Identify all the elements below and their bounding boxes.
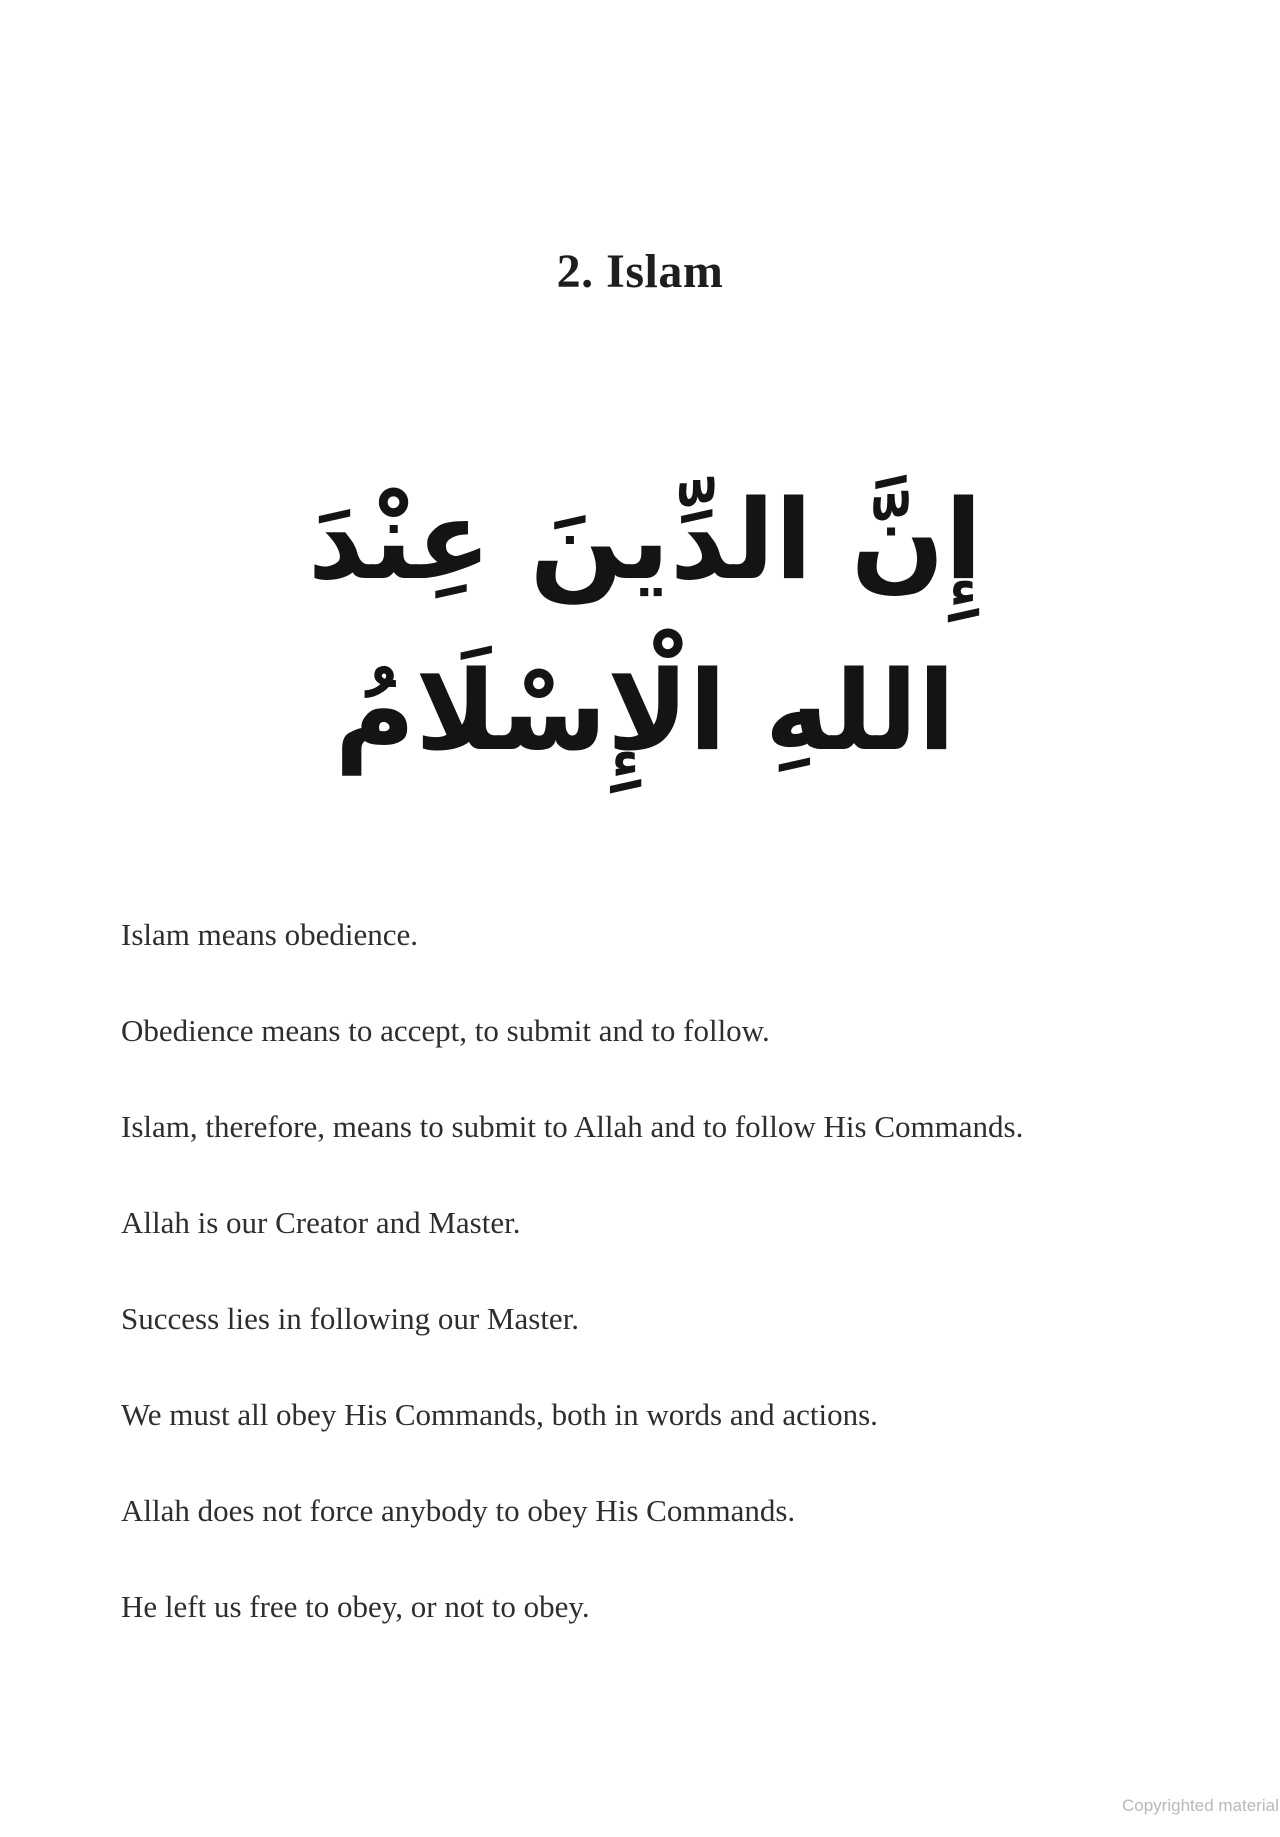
paragraph: Obedience means to accept, to submit and to follow. <box>121 1013 770 1048</box>
paragraph: Allah is our Creator and Master. <box>121 1205 521 1240</box>
paragraph: Allah does not force anybody to obey His Commands. <box>121 1493 796 1528</box>
arabic-verse-text: إِنَّ الدِّينَ عِنْدَ اللهِ الْإِسْلَامُ <box>307 476 983 775</box>
chapter-title: 2. Islam <box>556 245 724 298</box>
paragraph: Islam, therefore, means to submit to Allah and to follow His Commands. <box>121 1109 1024 1144</box>
copyright-watermark: Copyrighted material <box>1122 1796 1279 1815</box>
paragraph: Success lies in following our Master. <box>121 1301 580 1336</box>
paragraphs-block <box>121 918 1181 1686</box>
paragraph: We must all obey His Commands, both in words and actions. <box>121 1397 878 1432</box>
paragraph: Islam means obedience. <box>121 917 418 952</box>
arabic-calligraphy-image <box>300 398 990 853</box>
paragraph: He left us free to obey, or not to obey. <box>121 1589 590 1624</box>
